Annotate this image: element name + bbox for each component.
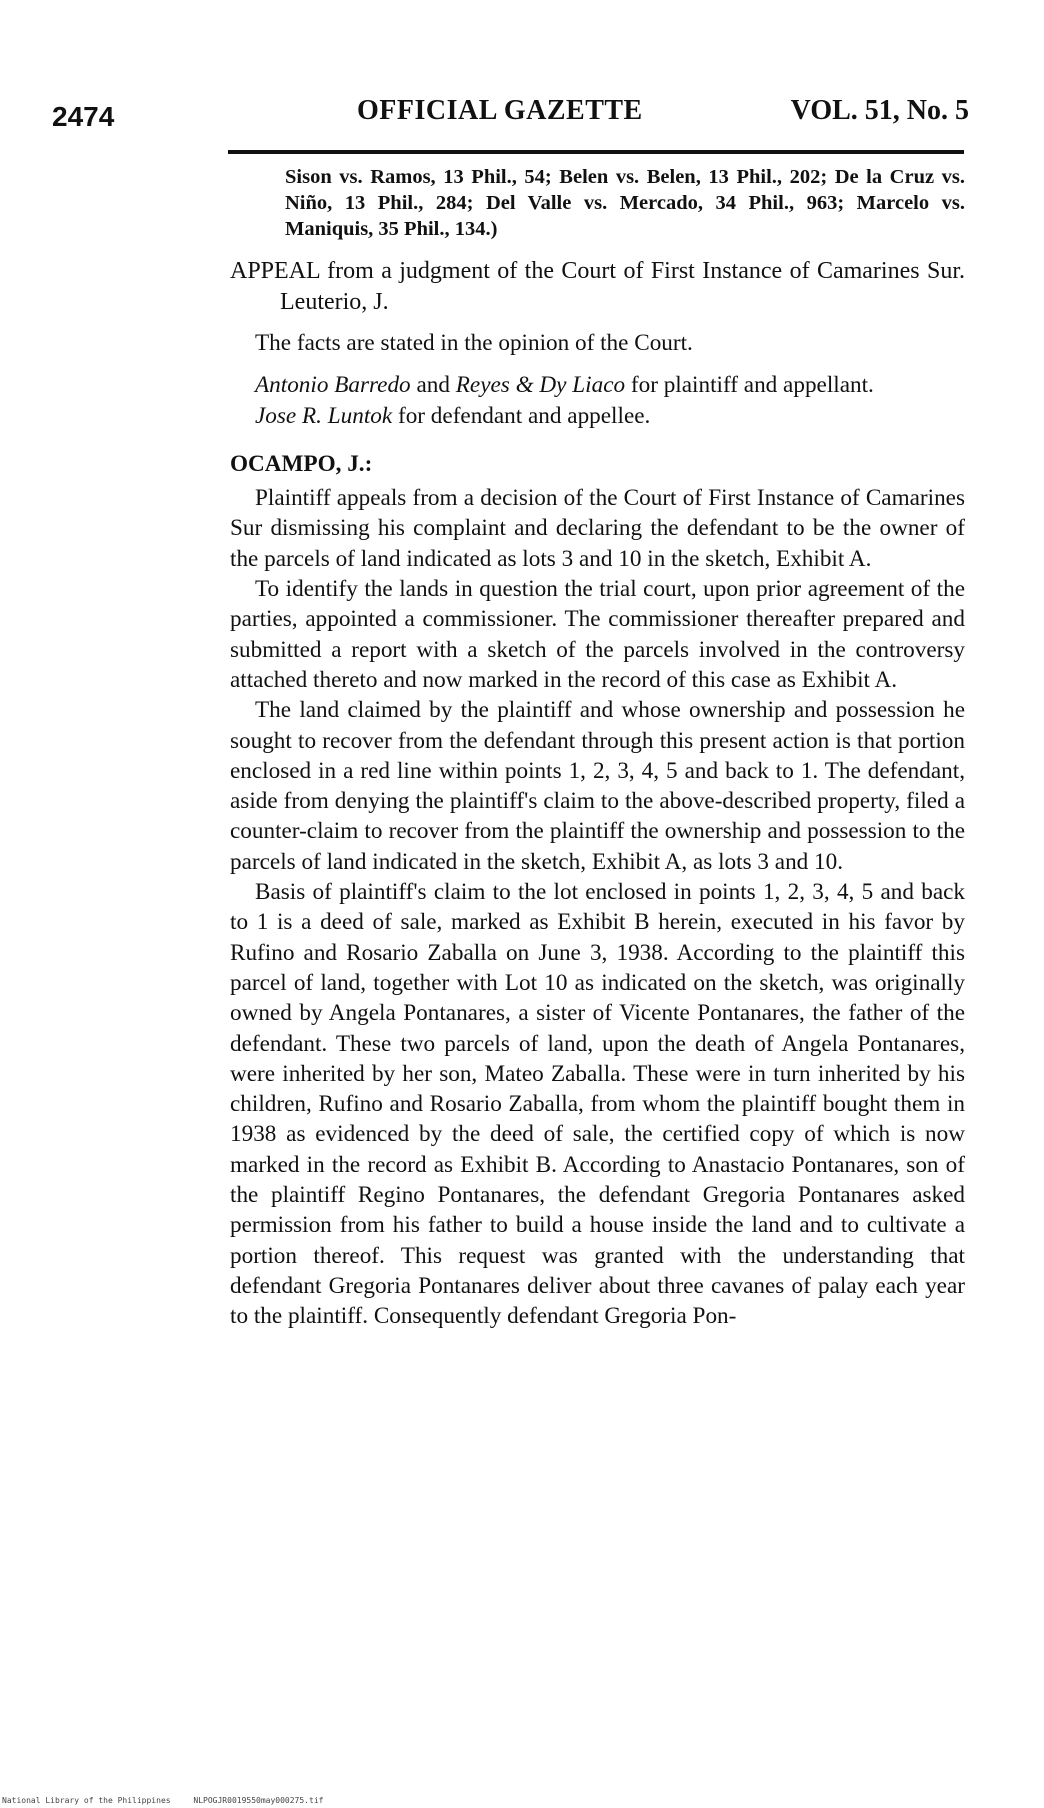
header-rule xyxy=(228,150,964,154)
defendant-lawyer: Jose R. Luntok xyxy=(255,402,393,429)
opinion-text xyxy=(230,483,965,1331)
page-header xyxy=(52,95,969,135)
citations: Sison vs. Ramos, 13 Phil., 54; Belen vs. Belen, 13 Phil., 202; De la Cruz vs. Niño, 13 Phil., 284; Del Valle vs. Mercado, 34 Phil., 963; Marcelo vs. Maniquis, 35 Phil., 134.) xyxy=(285,166,965,240)
paragraph: Plaintiff appeals from a decision of the Court of First Instance of Camarines Sur dismissing his complaint and declaring the defendant to be the owner of the parcels of land indicated as lots 3 and 10 in the sketch, Exhibit A. xyxy=(230,485,965,572)
facts-line: The facts are stated in the opinion of the Court. xyxy=(255,330,693,356)
defendant-role: for defendant and appellee. xyxy=(397,402,651,429)
paragraph: To identify the lands in question the trial court, upon prior agreement of the parties, appointed a commissioner. The commissioner thereafter prepared and submitted a report with a sketch of the parcels involved in the controversy attached thereto and now marked in the record of this case as Exhibit A. xyxy=(230,576,965,693)
justice-heading: OCAMPO, J.: xyxy=(230,450,373,477)
file-name: NLPOGJR0019550may000275.tif xyxy=(193,1796,324,1805)
scan-footer xyxy=(2,1796,341,1805)
paragraph: Basis of plaintiff's claim to the lot enclosed in points 1, 2, 3, 4, 5 and back to 1 is a deed of sale, marked as Exhibit B herein, executed in his favor by Rufino and Rosario Zaballa on June 3, 1938. According to the plaintiff this parcel of land, together with Lot 10 as indicated on the sketch, was originally owned by Angela Pontanares, a sister of Vicente Pontanares, the father of the defendant. These two parcels of land, upon the death of Angela Pontanares, were inherited by her son, Mateo Zaballa. These were in turn inherited by his children, Rufino and Rosario Zaballa, from whom the plaintiff bought them in 1938 as evidenced by the deed of sale, the certified copy of which is now marked in the record as Exhibit B. According to Anastacio Pontanares, son of the plaintiff Regino Pontanares, the defendant Gregoria Pontanares asked permission from his father to build a house inside the land and to cultivate a portion thereof. This request was granted with the understanding that defendant Gregoria Pontanares deliver about three cavanes of palay each year to the plaintiff. Consequently defendant Gregoria Pon- xyxy=(230,879,965,1330)
plaintiff-lawyer-2: Reyes & Dy Liaco xyxy=(455,372,626,399)
publication-title: OFFICIAL GAZETTE xyxy=(357,95,643,126)
appeal-line: APPEAL from a judgment of the Court of First Instance of Camarines Sur. Leuterio, J. xyxy=(230,258,965,315)
plaintiff-counsel xyxy=(230,370,965,400)
plaintiff-lawyer-1: Antonio Barredo xyxy=(255,372,411,399)
and-text: and xyxy=(416,372,450,399)
page-body xyxy=(230,164,965,1332)
library-name: National Library of the Philippines xyxy=(2,1796,171,1805)
volume-number: VOL. 51, No. 5 xyxy=(790,95,969,126)
plaintiff-role: for plaintiff and appellant. xyxy=(630,372,874,399)
paragraph: The land claimed by the plaintiff and whose ownership and possession he sought to recover from the defendant through this present action is that portion enclosed in a red line within points 1, 2, 3, 4, 5 and back to 1. The defendant, aside from denying the plaintiff's claim to the above-described property, filed a counter-claim to recover from the plaintiff the ownership and possession to the parcels of land indicated in the sketch, Exhibit A, as lots 3 and 10. xyxy=(230,697,965,875)
page-number: 2474 xyxy=(52,101,115,132)
defendant-counsel xyxy=(230,401,965,431)
counsel-block xyxy=(230,370,965,431)
